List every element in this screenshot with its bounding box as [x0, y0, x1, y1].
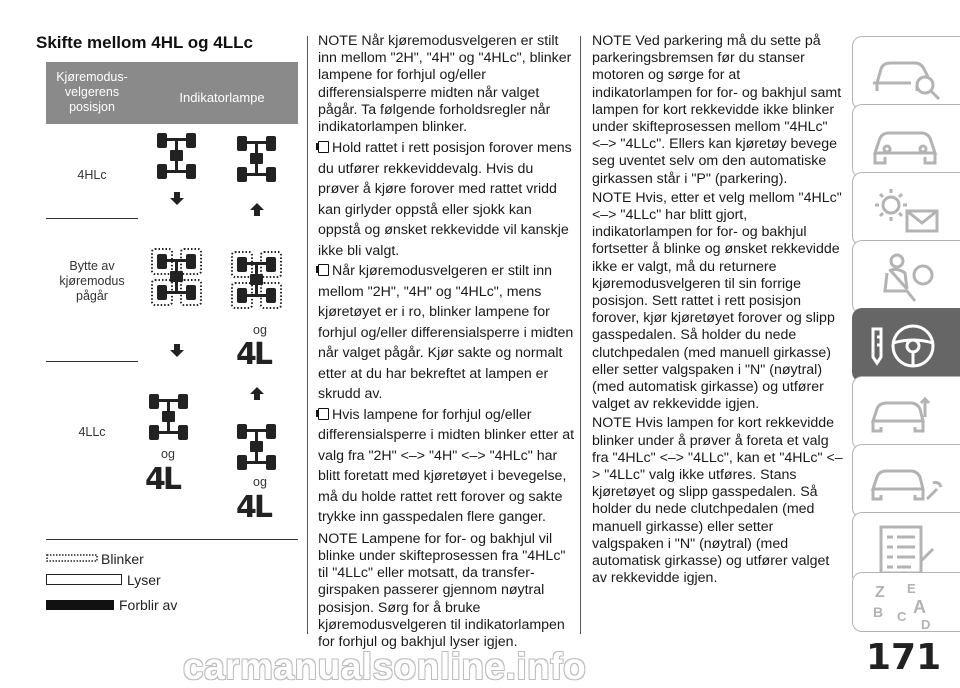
svg-text:D: D [921, 617, 931, 631]
legend-on-swatch [46, 574, 122, 585]
arrow-up-icon [250, 203, 264, 216]
car-search-icon [867, 45, 947, 103]
text-column-middle [318, 33, 576, 653]
legend-blinking: Blinker [101, 551, 144, 567]
technical-list-icon [867, 521, 947, 579]
watermark-text: carmanualsonline.info [183, 646, 587, 687]
car-outline-icon [867, 113, 947, 171]
row-divider [46, 218, 138, 219]
table-header-position: Kjøremodus-velgerens posisjon [56, 70, 128, 114]
svg-text:A: A [913, 597, 926, 617]
table-bottom-line [46, 539, 298, 540]
note-paragraph: NOTE Lampene for for- og bakhjul vil blinke under skifteprosessen fra "4HLc" til "4LLc" eller motsatt, da transfer-girspaken passerer gjennom nøytral posisjon. Sørg for å bruke kjøremodusvelgeren til indikatorlampen for forhjul og bakhjul lyser igjen. [318, 530, 566, 650]
key-steering-wheel-icon [867, 317, 947, 375]
bullet-paragraph: Når kjøremodusvelgeren er stilt inn mellom "2H", "4H" og "4HLc", mens kjøretøyet er i ro, blinker lampene for forhjul og/eller differensialsperre i midten når valget pågår. Kjør sakte og normalt etter at du har bekreftet at lampen er skrudd av. [318, 263, 574, 403]
row-label-4hlc: 4HLc [77, 168, 107, 182]
seatbelt-airbag-icon [867, 249, 947, 307]
og-label: og [253, 475, 267, 489]
column-divider [307, 36, 308, 634]
svg-text:E: E [907, 581, 916, 596]
legend-off-swatch [46, 600, 114, 610]
note-paragraph: NOTE Ved parkering må du sette på parkeringsbremsen før du stanser motoren og sørge for at indikatorlampen for for- og bakhjul samt lampen for kort rekkevidde ikke blinker under skifteprosessen mellom "4HLc" <–> "4LLc". Ellers kan kjøretøy bevege seg uventet selv om den automatiske girkassen står i "P" (parkering). [592, 33, 842, 187]
legend-blinking-swatch [46, 552, 98, 564]
row-label-4llc: 4LLc [78, 425, 106, 439]
page-number: 171 [866, 637, 942, 678]
drivetrain-lamp-icon [149, 394, 188, 440]
drivetrain-lamp-icon [157, 133, 196, 179]
bullet-icon [318, 141, 329, 153]
sidebar-tab-emergency[interactable] [852, 376, 960, 450]
arrow-down-icon [170, 192, 184, 205]
section-title: Skifte mellom 4HL og 4LLc [36, 33, 253, 52]
sidebar-tab-warning-lights[interactable] [852, 172, 960, 246]
warning-lights-message-icon [867, 181, 947, 239]
sidebar-tab-safety[interactable] [852, 240, 960, 314]
car-service-icon [867, 385, 947, 443]
sidebar-tab-index[interactable] [852, 572, 960, 632]
drivetrain-lamp-icon [237, 136, 276, 182]
sidebar-tab-car-search[interactable] [852, 36, 960, 110]
table-header-indicator: Indikatorlampe [179, 90, 265, 105]
bullet-paragraph: Hold rattet i rett posisjon forover mens du utfører rekkeviddevalg. Hvis du prøver å kjøre forover med rattet vridd kan girlyder oppstå eller sjokk kan oppstå og ønsket rekkevidde vil kanskje ikke bli valgt. [318, 140, 572, 259]
bullet-paragraph: Hvis lampene for forhjul og/eller differensialsperre i midten blinker etter at valg fra "2H" <–> "4H" <–> "4HLc" har blitt foretatt med kjøretøyet i bevegelse, må du holde rattet rett forover og sakte trykke inn gasspedalen flere ganger. [318, 406, 575, 526]
drivetrain-lamp-icon [237, 424, 276, 470]
note-paragraph: NOTE Hvis, etter et velg mellom "4HLc" <–> "4LLc" har blitt gjort, indikatorlampen for for- og bakhjul fortsetter å blinke og ønsket rekkevidde ikke er valgt, må du returnere kjøremodusvelgeren til sin forrige posisjon. Sett rattet i rett posisjon forover, kjør kjøretøyet forover og slipp gasspedalen. Så holder du nede clutchpedalen (med manuell girkasse) eller setter valgspaken i "N" (nøytral) (med automatisk girkasse) og utfører valget av rekkevidde igjen. [592, 189, 842, 413]
car-wrench-icon [867, 453, 947, 511]
bullet-icon [318, 408, 329, 420]
svg-text:Z: Z [875, 584, 885, 601]
sidebar-tab-maintenance[interactable] [852, 444, 960, 518]
sidebar-tab-starting-driving[interactable] [852, 308, 960, 382]
drivetrain-lamp-blinking-icon [152, 249, 201, 305]
low-range-4l-lamp: 4L [236, 337, 270, 372]
legend-off: Forblir av [119, 597, 178, 613]
svg-text:B: B [873, 604, 884, 620]
bullet-icon [318, 264, 329, 276]
og-label: og [161, 447, 175, 461]
note-paragraph: NOTE Hvis lampen for kort rekkevidde blinker under å prøver å foreta et valg fra "4HLc" <–> "4LLc", kan et "4HLc" <–> "4LLc" valg ikke utføres. Stans kjøretøyet og slipp gasspedalen. Så holder du nede clutchpedalen (med manuell girkasse) eller setter valgspaken i "N" (nøytral) (med automatisk girkasse) og utfører valget av rekkevidde igjen. [592, 415, 843, 587]
low-range-4l-lamp: 4L [145, 462, 179, 497]
svg-text:C: C [897, 609, 907, 624]
row-label-switching: Bytte av kjøremodus pågår [59, 259, 125, 303]
drivetrain-lamp-blinking-icon [232, 252, 281, 308]
row-divider [46, 361, 138, 362]
arrow-up-icon [250, 387, 264, 400]
text-column-right [592, 33, 844, 590]
note-paragraph: NOTE Når kjøremodusvelgeren er stilt inn mellom "2H", "4H" og "4HLc", blinker lampene for forhjul og/eller differensialsperre midten når valget pågår. Ta følgende forholdsregler når indikatorlampen blinker. [318, 33, 572, 136]
legend-on: Lyser [127, 572, 161, 588]
column-divider [580, 36, 581, 634]
og-label: og [253, 323, 267, 337]
sidebar-tab-car[interactable] [852, 104, 960, 178]
alphabetical-index-icon [867, 581, 947, 631]
low-range-4l-lamp: 4L [236, 490, 270, 525]
arrow-down-icon [170, 344, 184, 357]
